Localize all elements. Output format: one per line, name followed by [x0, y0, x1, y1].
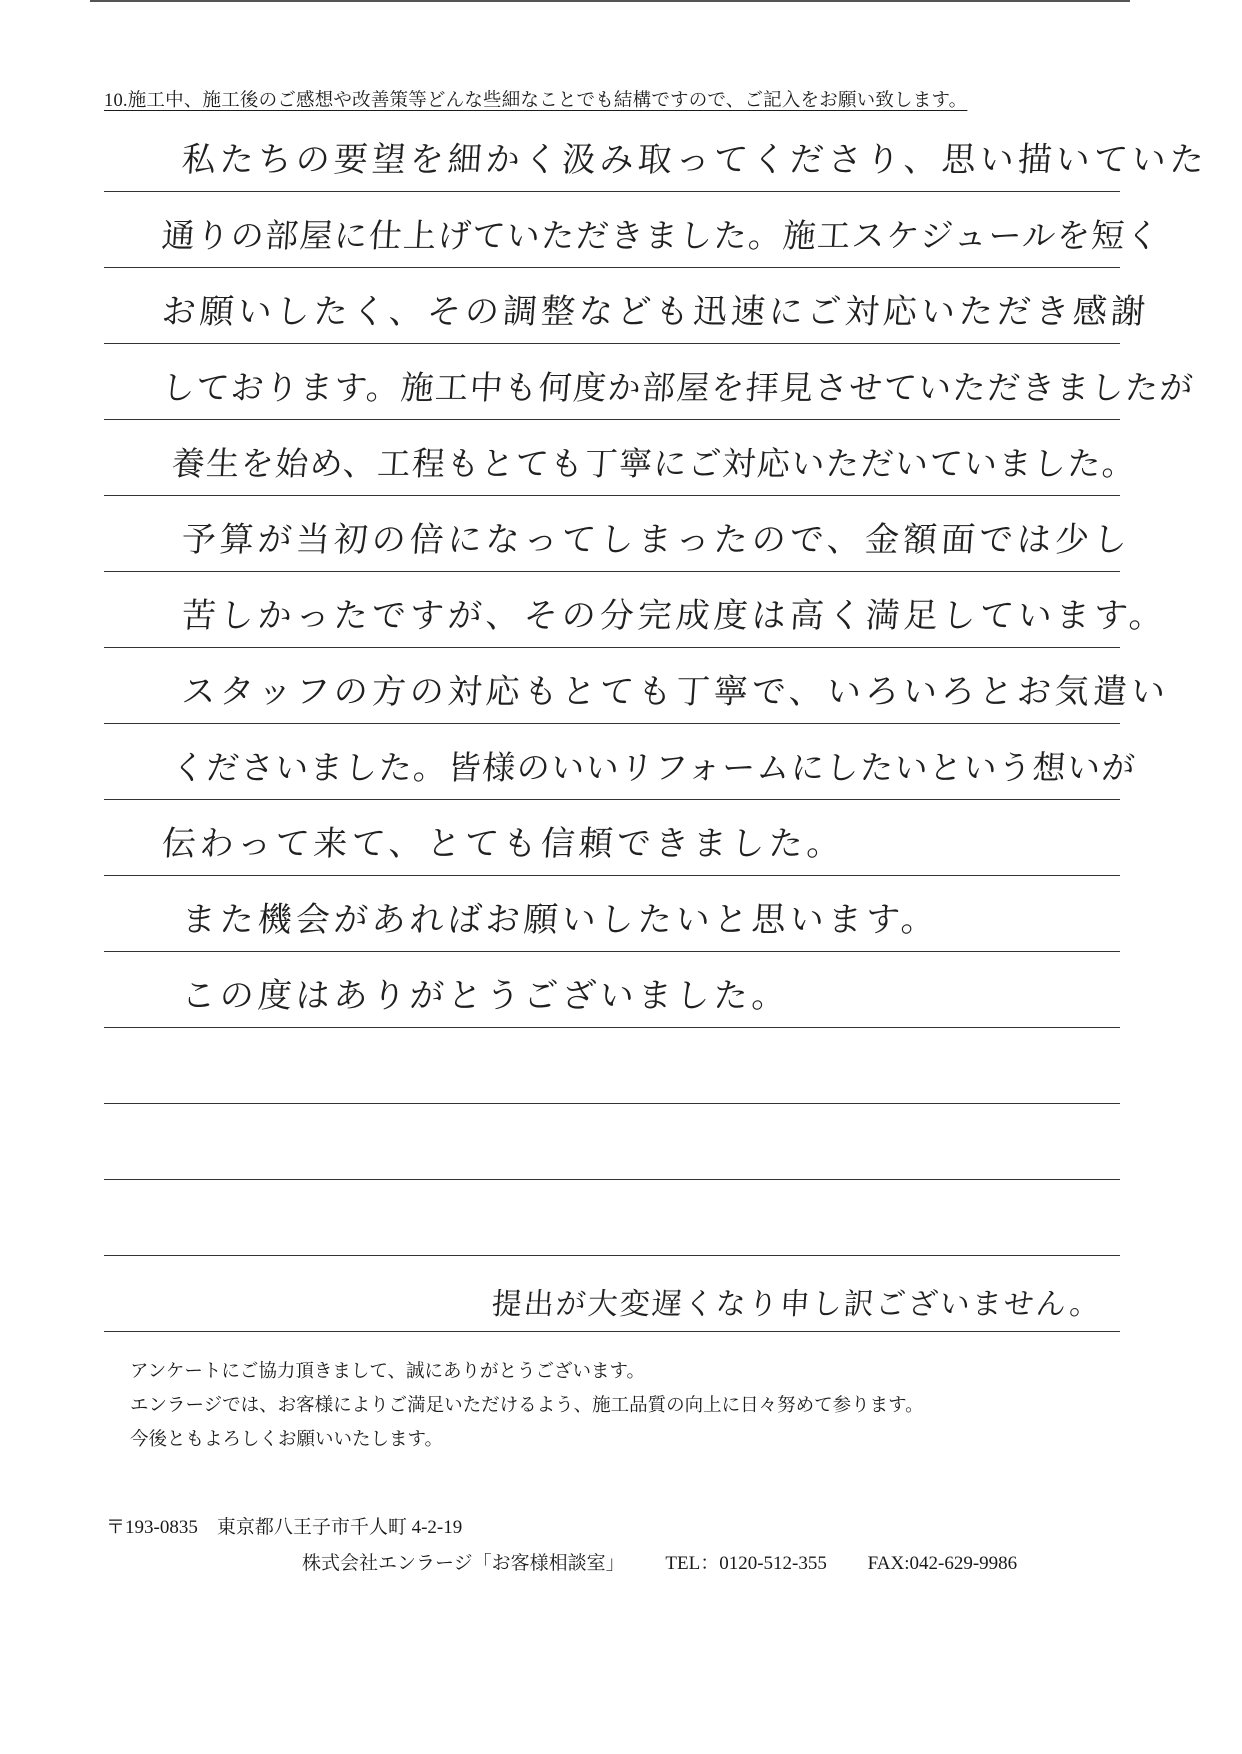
handwritten-line: 養生を始め、工程もとても丁寧にご対応いただいていました。	[170, 444, 1138, 483]
handwritten-apology: 提出が大変遅くなり申し訳ございません。	[490, 1287, 1103, 1322]
ruled-line	[104, 1104, 1120, 1180]
handwritten-line: しております。施工中も何度か部屋を拝見させていただきましたが	[160, 368, 1196, 407]
handwritten-line: 予算が当初の倍になってしまったので、金額面では少し	[180, 520, 1133, 560]
ruled-line	[104, 648, 1171, 724]
ruled-line	[104, 572, 1169, 648]
handwritten-line: お願いしたく、その調整なども迅速にご対応いただき感謝	[160, 292, 1151, 332]
ruled-line	[104, 724, 1138, 800]
handwritten-line: スタッフの方の対応もとても丁寧で、いろいろとお気遣い	[180, 672, 1171, 712]
handwritten-line: また機会があればお願いしたいと思います。	[180, 900, 941, 940]
closing-line: エンラージでは、お客様によりご満足いただけるよう、施工品質の向上に日々努めて参ります。	[130, 1396, 924, 1416]
fax-number: FAX:042-629-9986	[867, 1553, 1018, 1574]
ruled-line	[104, 876, 1120, 952]
handwritten-line: くださいました。皆様のいいリフォームにしたいという想いが	[170, 748, 1138, 787]
company-name: 株式会社エンラージ「お客様相談室」	[302, 1553, 625, 1574]
closing-message	[130, 1355, 924, 1457]
ruled-line	[104, 496, 1133, 572]
closing-line: 今後ともよろしくお願いいたします。	[130, 1430, 444, 1450]
ruled-line	[104, 192, 1162, 268]
ruled-line	[104, 268, 1151, 344]
phone-number: TEL：0120-512-355	[665, 1553, 827, 1574]
handwritten-line: 私たちの要望を細かく汲み取ってくださり、思い描いていた	[180, 140, 1210, 180]
ruled-line	[104, 1028, 1120, 1104]
ruled-answer-area	[104, 116, 1210, 1332]
handwritten-line: 伝わって来て、とても信頼できました。	[160, 824, 847, 864]
page-top-edge	[90, 0, 1130, 5]
closing-line: アンケートにご協力頂きまして、誠にありがとうございます。	[130, 1362, 646, 1382]
ruled-line	[104, 116, 1210, 192]
ruled-line	[104, 1256, 1120, 1332]
question-text: 10.施工中、施工後のご感想や改善策等どんな些細なことでも結構ですので、ご記入をお願い致します。	[104, 91, 968, 111]
ruled-line	[104, 420, 1138, 496]
handwritten-line: 通りの部屋に仕上げていただきました。施工スケジュールを短く	[160, 216, 1162, 255]
company-contact	[302, 1548, 1017, 1575]
ruled-line	[104, 344, 1196, 420]
ruled-line	[104, 1180, 1120, 1256]
postal-address: 〒193-0835 東京都八王子市千人町 4-2-19	[106, 1517, 463, 1538]
handwritten-line: この度はありがとうございました。	[180, 976, 792, 1016]
handwritten-line: 苦しかったですが、その分完成度は高く満足しています。	[180, 596, 1169, 636]
ruled-line	[104, 952, 1120, 1028]
ruled-line	[104, 800, 1120, 876]
